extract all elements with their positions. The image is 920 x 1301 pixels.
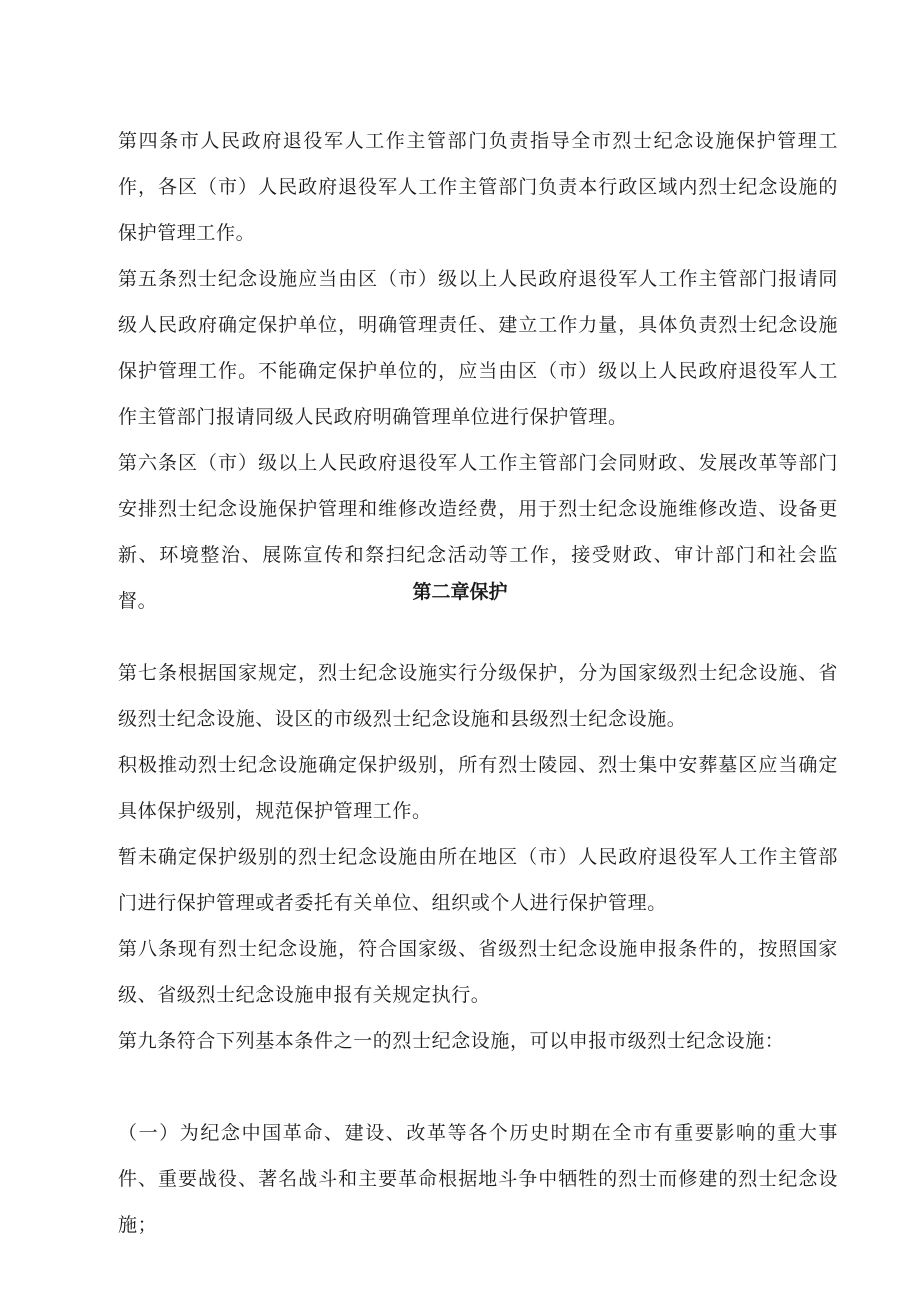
protection-level-paragraph: 积极推动烈士纪念设施确定保护级别，所有烈士陵园、烈士集中安葬墓区应当确定具体保护级别，规范保护管理工作。	[118, 754, 838, 822]
article-5-paragraph: 第五条烈士纪念设施应当由区（市）级以上人民政府退役军人工作主管部门报请同级人民政府确定保护单位，明确管理责任、建立工作力量，具体负责烈士纪念设施保护管理工作。不能确定保护单位的，应当由区（市）级以上人民政府退役军人工作主管部门报请同级人民政府明确管理单位进行保护管理。	[118, 268, 838, 428]
article-6-paragraph: 第六条区（市）级以上人民政府退役军人工作主管部门会同财政、发展改革等部门安排烈士纪念设施保护管理和维修改造经费，用于烈士纪念设施维修改造、设备更新、环境整治、展陈宣传和祭扫纪念活动等工作，接受财政、审计部门和社会监督。	[118, 452, 838, 612]
chapter-heading: 第二章保护	[412, 581, 508, 603]
article-4-paragraph: 第四条市人民政府退役军人工作主管部门负责指导全市烈士纪念设施保护管理工作，各区（市）人民政府退役军人工作主管部门负责本行政区域内烈士纪念设施的保护管理工作。	[118, 130, 838, 244]
unclassified-facility-paragraph: 暂未确定保护级别的烈士纪念设施由所在地区（市）人民政府退役军人工作主管部门进行保护管理或者委托有关单位、组织或个人进行保护管理。	[118, 846, 838, 914]
article-7-paragraph: 第七条根据国家规定，烈士纪念设施实行分级保护，分为国家级烈士纪念设施、省级烈士纪念设施、设区的市级烈士纪念设施和县级烈士纪念设施。	[118, 662, 838, 730]
article-9-paragraph: 第九条符合下列基本条件之一的烈士纪念设施，可以申报市级烈士纪念设施：	[118, 1030, 785, 1052]
condition-1-paragraph: （一）为纪念中国革命、建设、改革等各个历史时期在全市有重要影响的重大事件、重要战役、著名战斗和主要革命根据地斗争中牺牲的烈士而修建的烈士纪念设施；	[118, 1122, 838, 1236]
article-8-paragraph: 第八条现有烈士纪念设施，符合国家级、省级烈士纪念设施申报条件的，按照国家级、省级烈士纪念设施申报有关规定执行。	[118, 938, 838, 1006]
